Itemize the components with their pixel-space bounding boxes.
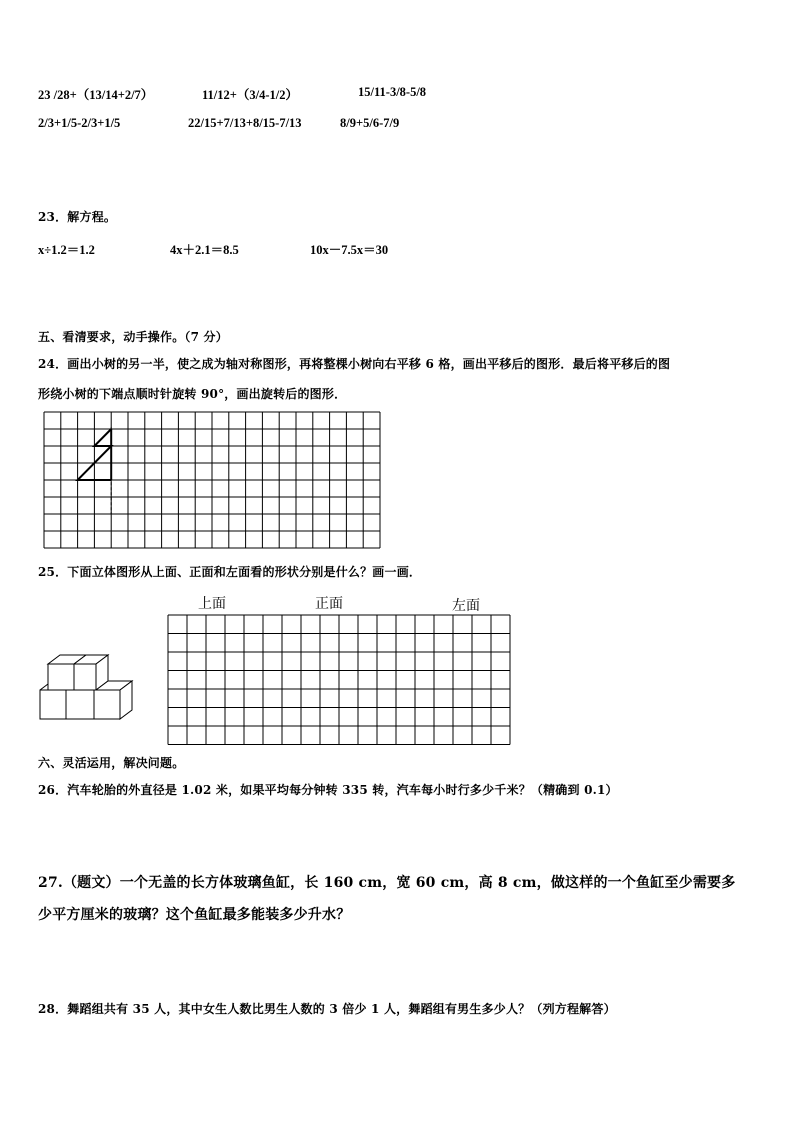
- calc-expression: 23 /28+（13/14+2/7）: [38, 88, 154, 102]
- q24-text-line2: 形绕小树的下端点顺时针旋转 90°，画出旋转后的图形．: [38, 387, 347, 401]
- cube-face: [66, 690, 94, 719]
- equation: 10x－7.5x＝30: [310, 243, 389, 257]
- calc-expression: 8/9+5/6-7/9: [340, 116, 400, 130]
- q27-text-line1: 27.（题文）一个无盖的长方体玻璃鱼缸，长 160 cm，宽 60 cm，高 8 cm，做这样的一个鱼缸至少需要多: [38, 875, 736, 891]
- cube-face: [94, 690, 120, 719]
- q28-text: 28．舞蹈组共有 35 人，其中女生人数比男生人数的 3 倍少 1 人，舞蹈组有男生多少人？（列方程解答）: [38, 1002, 616, 1016]
- cube-face: [48, 664, 74, 690]
- q26-text: 26．汽车轮胎的外直径是 1.02 米，如果平均每分钟转 335 转，汽车每小时行多少千米？（精确到 0.1）: [38, 783, 618, 797]
- cube-face: [74, 664, 96, 690]
- label-left-view: 左面: [452, 598, 480, 614]
- calc-expression: 22/15+7/13+8/15-7/13: [188, 116, 302, 130]
- section-5-title: 五、看清要求，动手操作。（7 分）: [38, 330, 228, 344]
- calc-expression: 15/11-3/8-5/8: [358, 85, 427, 99]
- label-top-view: 上面: [198, 596, 226, 612]
- calc-expression: 11/12+（3/4-1/2）: [202, 88, 299, 102]
- q25-title: 25．下面立体图形从上面、正面和左面看的形状分别是什么？画一画．: [38, 565, 422, 579]
- q23-title: 23．解方程。: [38, 210, 117, 224]
- cube-face: [40, 690, 66, 719]
- q25-grid: [168, 615, 511, 745]
- q24-text-line1: 24．画出小树的另一半，使之成为轴对称图形，再将整棵小树向右平移 6 格，画出平移后的图形．最后将平移后的图: [38, 357, 671, 371]
- q27-text-line2: 少平方厘米的玻璃？这个鱼缸最多能装多少升水？: [38, 907, 351, 923]
- q24-grid: [44, 412, 380, 548]
- label-front-view: 正面: [315, 596, 343, 612]
- equation: 4x＋2.1＝8.5: [170, 243, 239, 257]
- equation: x÷1.2＝1.2: [38, 243, 95, 257]
- cube-figure: [38, 652, 134, 722]
- calc-expression: 2/3+1/5-2/3+1/5: [38, 116, 121, 130]
- section-6-title: 六、灵活运用，解决问题。: [38, 756, 185, 770]
